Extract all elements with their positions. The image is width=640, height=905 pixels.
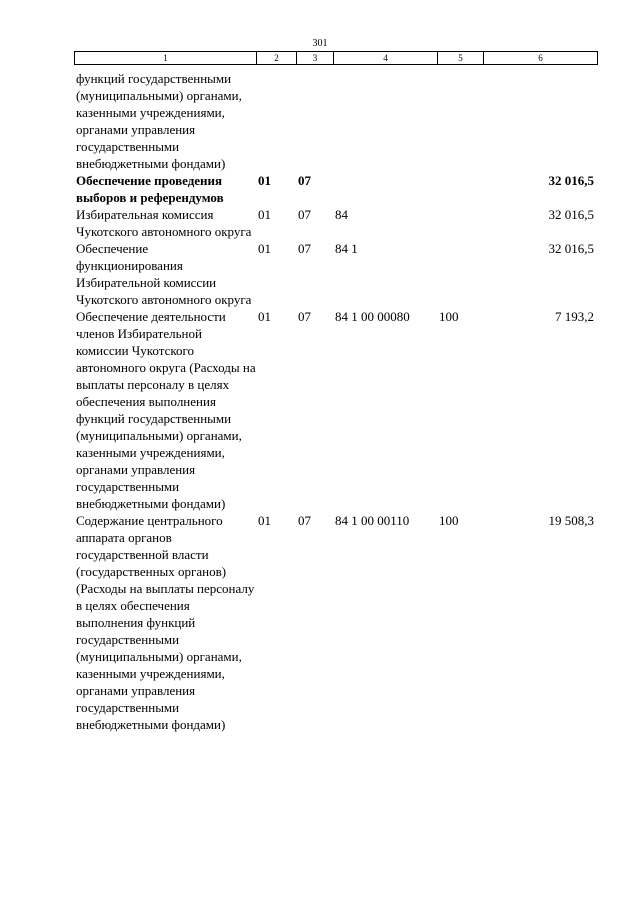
section-code-cell: 01: [258, 309, 271, 324]
amount-cell: [483, 70, 597, 172]
subsection-code-cell: 07: [298, 173, 311, 188]
expense-type-cell: [437, 70, 483, 172]
budget-table: [74, 70, 597, 733]
row-name-cell: Обеспечение деятельности членов Избирательной комиссии Чукотского автономного округа (Расходы на выплаты персоналу в целях обеспечения выполнения функций государственными (муниципальными) органами, казенными учреждениями, органами управления государственными внебюджетными фондами): [76, 309, 256, 511]
row-name-cell: функций государственными (муниципальными) органами, казенными учреждениями, органами управления государственными внебюджетными фондами): [76, 71, 242, 171]
target-article-cell: 84 1 00 00110: [335, 513, 410, 528]
expense-type-cell: 100: [439, 513, 459, 528]
expense-type-cell: 100: [439, 309, 459, 324]
column-header-3: 3: [297, 52, 334, 65]
column-header-table: [74, 51, 598, 65]
row-name-cell: Содержание центрального аппарата органов государственной власти (государственных органов) (Расходы на выплаты персоналу в целях обеспечения выполнения функций государственными (муниципальными) органами, казенными учреждениями, органами управления государственными внебюджетными фондами): [76, 513, 255, 732]
amount-cell: 32 016,5: [548, 207, 594, 222]
target-article-cell: 84 1: [335, 241, 358, 256]
table-row: [74, 70, 597, 172]
table-row: [74, 172, 597, 206]
column-header-2: 2: [257, 52, 297, 65]
amount-cell: 32 016,5: [548, 241, 594, 256]
section-code-cell: 01: [258, 173, 271, 188]
column-header-6: 6: [484, 52, 598, 65]
subsection-code-cell: 07: [298, 309, 311, 324]
expense-type-cell: [437, 206, 483, 240]
amount-cell: 7 193,2: [555, 309, 594, 324]
amount-cell: 19 508,3: [548, 513, 594, 528]
column-header-1: 1: [75, 52, 257, 65]
budget-table-body: [74, 70, 597, 733]
subsection-code-cell: 07: [298, 513, 311, 528]
row-name-cell: Обеспечение проведения выборов и референдумов: [76, 173, 224, 205]
subsection-code-cell: 07: [298, 241, 311, 256]
amount-cell: 32 016,5: [548, 173, 594, 188]
column-header-4: 4: [334, 52, 438, 65]
subsection-code-cell: 07: [298, 207, 311, 222]
expense-type-cell: [437, 240, 483, 308]
target-article-cell: [333, 172, 437, 206]
table-row: [74, 240, 597, 308]
section-code-cell: 01: [258, 241, 271, 256]
subsection-code-cell: [296, 70, 333, 172]
row-name-cell: Обеспечение функционирования Избирательной комиссии Чукотского автономного округа: [76, 241, 252, 307]
table-row: [74, 512, 597, 733]
table-row: [74, 206, 597, 240]
target-article-cell: 84: [335, 207, 348, 222]
page-number: 301: [312, 38, 328, 49]
row-name-cell: Избирательная комиссия Чукотского автономного округа: [76, 207, 252, 239]
target-article-cell: [333, 70, 437, 172]
section-code-cell: 01: [258, 207, 271, 222]
table-row: [74, 308, 597, 512]
column-header-row: [75, 52, 598, 65]
column-header-5: 5: [438, 52, 484, 65]
expense-type-cell: [437, 172, 483, 206]
section-code-cell: 01: [258, 513, 271, 528]
section-code-cell: [256, 70, 296, 172]
target-article-cell: 84 1 00 00080: [335, 309, 410, 324]
